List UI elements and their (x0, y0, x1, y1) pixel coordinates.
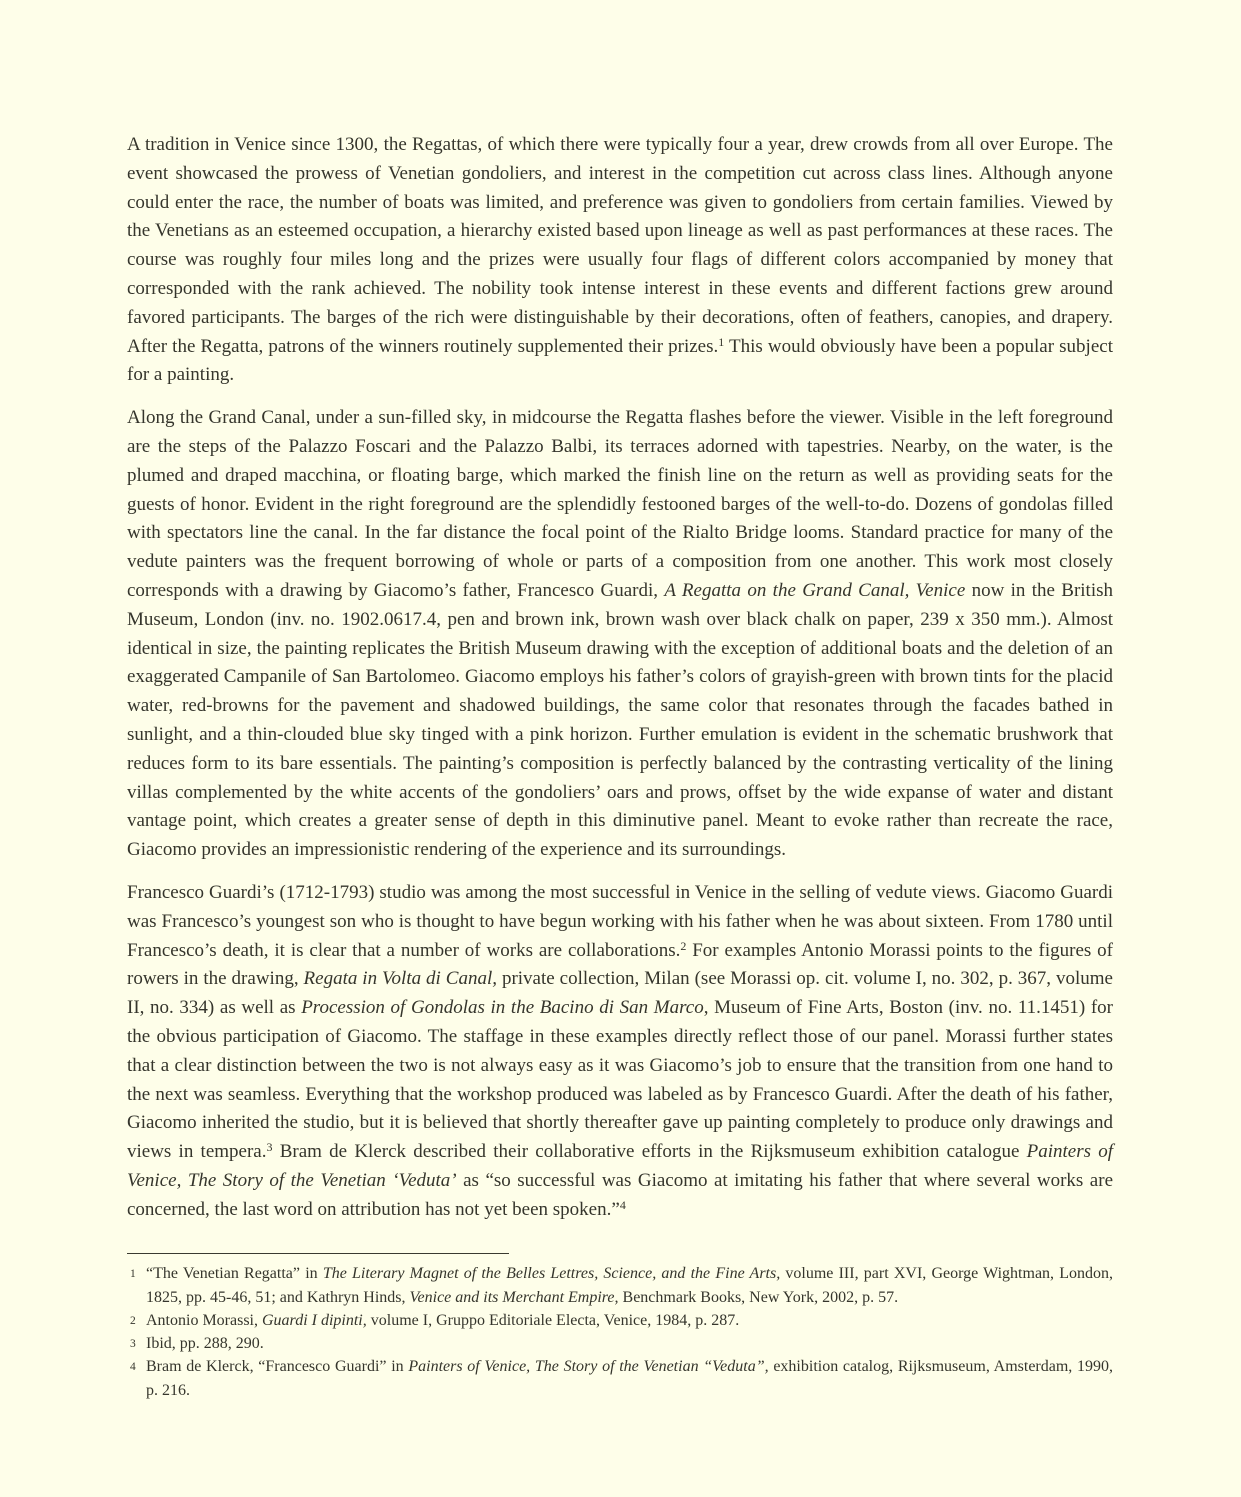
footnote (127, 1332, 1113, 1355)
footnote-separator (127, 1253, 509, 1254)
body-paragraph-guardi-studio: Francesco Guardi’s (1712-1793) studio was among the most successful in Venice in the selling of vedute views. Giacomo Guardi was Francesco’s youngest son who is thought to have begun working with his father when he was about sixteen. From 1780 until Francesco’s death, it is clear that a number of works are collaborations.$^2$ For examples Antonio Morassi points to the figures of rowers in the drawing, Regata in Volta di Canal, private collection, Milan (see Morassi op. cit. volume I, no. 302, p. 367, volume II, no. 334) as well as Procession of Gondolas in the Bacino di San Marco, Museum of Fine Arts, Boston (inv. no. 11.1451) for the obvious participation of Giacomo. The staffage in these examples directly reflect those of our panel. Morassi further states that a clear distinction between the two is not always easy as it was Giacomo’s job to ensure that the transition from one hand to the next was seamless. Everything that the workshop produced was labeled as by Francesco Guardi. After the death of his father, Giacomo inherited the studio, but it is believed that shortly thereafter gave up painting completely to produce only drawings and views in tempera.$^3$ Bram de Klerck described their collaborative efforts in the Rijksmuseum exhibition catalogue Painters of Venice, The Story of the Venetian ‘Veduta’ as “so successful was Giacomo at imitating his father that where several works are concerned, the last word on attribution has not yet been spoken.”$^4$ (127, 881, 1113, 1220)
footnote-marker: 3 (130, 1338, 136, 1351)
footnote (127, 1355, 1113, 1401)
footnote (127, 1309, 1113, 1332)
body-paragraph-regatta-tradition: A tradition in Venice since 1300, the Regattas, of which there were typically four a year, drew crowds from all over Europe. The event showcased the prowess of Venetian gondoliers, and interest in the competition cut across class lines. Although anyone could enter the race, the number of boats was limited, and preference was given to gondoliers from certain families. Viewed by the Venetians as an esteemed occupation, a hierarchy existed based upon lineage as well as past performances at these races. The course was roughly four miles long and the prizes were usually four flags of different colors accompanied by money that corresponded with the rank achieved. The nobility took intense interest in these events and different factions grew around favored participants. The barges of the rich were distinguishable by their decorations, often of feathers, canopies, and drapery. After the Regatta, patrons of the winners routinely supplemented their prizes.$^1$ This would obviously have been a popular subject for a painting. (127, 134, 1113, 386)
footnotes-section (127, 1262, 1113, 1401)
footnote-text: Antonio Morassi, Guardi I dipinti, volume I, Gruppo Editoriale Electa, Venice, 1984, p. 287. (146, 1311, 740, 1329)
document-body (127, 131, 1113, 1224)
footnote-marker: 4 (130, 1361, 136, 1374)
footnote-text: Bram de Klerck, “Francesco Guardi” in Painters of Venice, The Story of the Venetian “Veduta”, exhibition catalog, Rijksmuseum, Amsterdam, 1990, p. 216. (146, 1358, 1114, 1399)
footnote-text: “The Venetian Regatta” in The Literary Magnet of the Belles Lettres, Science, and the Fine Arts, volume III, part XVI, George Wightman, London, 1825, pp. 45-46, 51; and Kathryn Hinds, Venice and its Merchant Empire, Benchmark Books, New York, 2002, p. 57. (146, 1265, 1114, 1306)
body-paragraph-painting-description: Along the Grand Canal, under a sun-filled sky, in midcourse the Regatta flashes before the viewer. Visible in the left foreground are the steps of the Palazzo Foscari and the Palazzo Balbi, its terraces adorned with tapestries. Nearby, on the water, is the plumed and draped macchina, or floating barge, which marked the finish line on the return as well as providing seats for the guests of honor. Evident in the right foreground are the splendidly festooned barges of the well-to-do. Dozens of gondolas filled with spectators line the canal. In the far distance the focal point of the Rialto Bridge looms. Standard practice for many of the vedute painters was the frequent borrowing of whole or parts of a composition from one another. This work most closely corresponds with a drawing by Giacomo’s father, Francesco Guardi, A Regatta on the Grand Canal, Venice now in the British Museum, London (inv. no. 1902.0617.4, pen and brown ink, brown wash over black chalk on paper, 239 x 350 mm.). Almost identical in size, the painting replicates the British Museum drawing with the exception of additional boats and the deletion of an exaggerated Campanile of San Bartolomeo. Giacomo employs his father’s colors of grayish-green with brown tints for the placid water, red-browns for the pavement and shadowed buildings, the same color that resonates through the facades bathed in sunlight, and a thin-clouded blue sky tinged with a pink horizon. Further emulation is evident in the schematic brushwork that reduces form to its bare essentials. The painting’s composition is perfectly balanced by the contrasting verticality of the lining villas complemented by the white accents of the gondoliers’ oars and prows, offset by the wide expanse of water and distant vantage point, which creates a greater sense of depth in this diminutive panel. Meant to evoke rather than recreate the race, Giacomo provides an impressionistic rendering of the experience and its surroundings. (127, 407, 1114, 861)
footnote-marker: 2 (130, 1314, 136, 1327)
footnote (127, 1262, 1113, 1308)
footnote-text: Ibid, pp. 288, 290. (146, 1335, 264, 1353)
footnote-marker: 1 (130, 1268, 136, 1281)
